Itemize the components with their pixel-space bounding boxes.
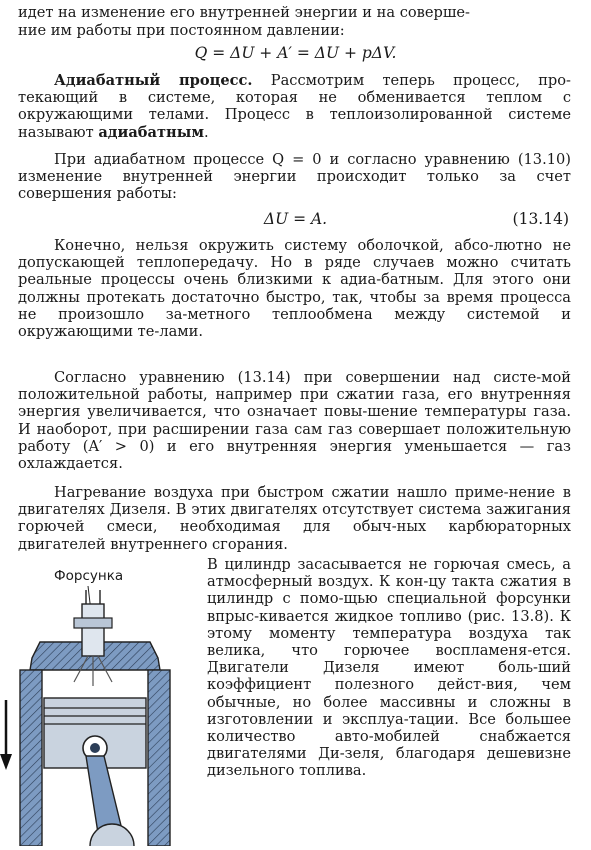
cylinder-wall-left xyxy=(20,670,42,846)
adiabatic-text-2: . xyxy=(204,123,209,141)
text-line-2: ние им работы при постоянном давлении: xyxy=(18,22,345,39)
text-line-1: идет на изменение его внутренней энергии и на соверше- xyxy=(18,4,470,21)
formula-adiabatic-text: ΔU = A. xyxy=(263,210,328,228)
term-adiabatic: адиабатным xyxy=(98,123,205,141)
heading-adiabatic: Адиабатный процесс. xyxy=(54,72,253,89)
adiabatic-text-1: Рассмотрим теперь процесс, про-текающий в системе, которая не обменивается теплом с окружающими телами. Процесс в теплоизолированной системе называют xyxy=(18,72,571,141)
paragraph-cylinder: В цилиндр засасывается не горючая смесь, а атмосферный воздух. К кон-цу такта сжатия в цилиндр с помо-щью специальной форсунки впрыс-кивается жидкое топливо (рис. 13.8). К этому моменту температура воздуха так велика, что горючее воспламеня-ется. Двигатели Дизеля имеют боль-ший коэффициент полезного дейст-вия, чем обычные, но более массивны и сложны в изготовлении и эксплуа-тации. Все большее количество авто-мобилей снабжается двигателями Ди-зеля, благодаря дешевизне дизельного топлива. xyxy=(207,556,571,780)
diesel-cylinder-figure xyxy=(0,560,205,846)
paragraph-adiabatic xyxy=(18,72,571,141)
piston-pin-center xyxy=(90,743,100,753)
cylinder-wall-right xyxy=(148,670,170,846)
equation-number: (13.14) xyxy=(512,210,569,228)
paragraph-q-zero: При адиабатном процессе Q = 0 и согласно уравнению (13.10) изменение внутренней энергии происходит только за счет совершения работы: xyxy=(18,151,571,203)
cylinder-drawing xyxy=(0,560,205,846)
paragraph-of-course: Конечно, нельзя окружить систему оболочкой, абсо-лютно не допускающей теплопередачу. Но в ряде случаев можно считать реальные процессы очень близкими к адиа-батным. Для этого они должны протекать достаточно быстро, так, чтобы за время процесса не произошло за-метного теплообмена между системой и окружающими те-лами. xyxy=(18,237,571,341)
figure-label-injector: Форсунка xyxy=(54,568,124,584)
paragraph-according: Согласно уравнению (13.14) при совершении над систе-мой положительной работы, например при сжатии газа, его внутренняя энергия увеличивается, что означает повы-шение температуры газа. И наоборот, при расширении газа сам газ совершает положительную работу (A′ > 0) и его внутренняя энергия уменьшается — газ охлаждается. xyxy=(18,369,571,473)
formula-adiabatic xyxy=(0,211,591,228)
injector-collar xyxy=(74,618,112,628)
paragraph-heating: Нагревание воздуха при быстром сжатии нашло приме-нение в двигателях Дизеля. В этих двигателях отсутствует система зажигания горючей смеси, необходимая для обыч-ных карбюраторных двигателей внутреннего сгорания. xyxy=(18,484,571,553)
down-arrow-icon xyxy=(0,754,12,770)
formula-first-law: Q = ΔU + A′ = ΔU + pΔV. xyxy=(194,44,397,62)
injector-body xyxy=(82,604,104,656)
